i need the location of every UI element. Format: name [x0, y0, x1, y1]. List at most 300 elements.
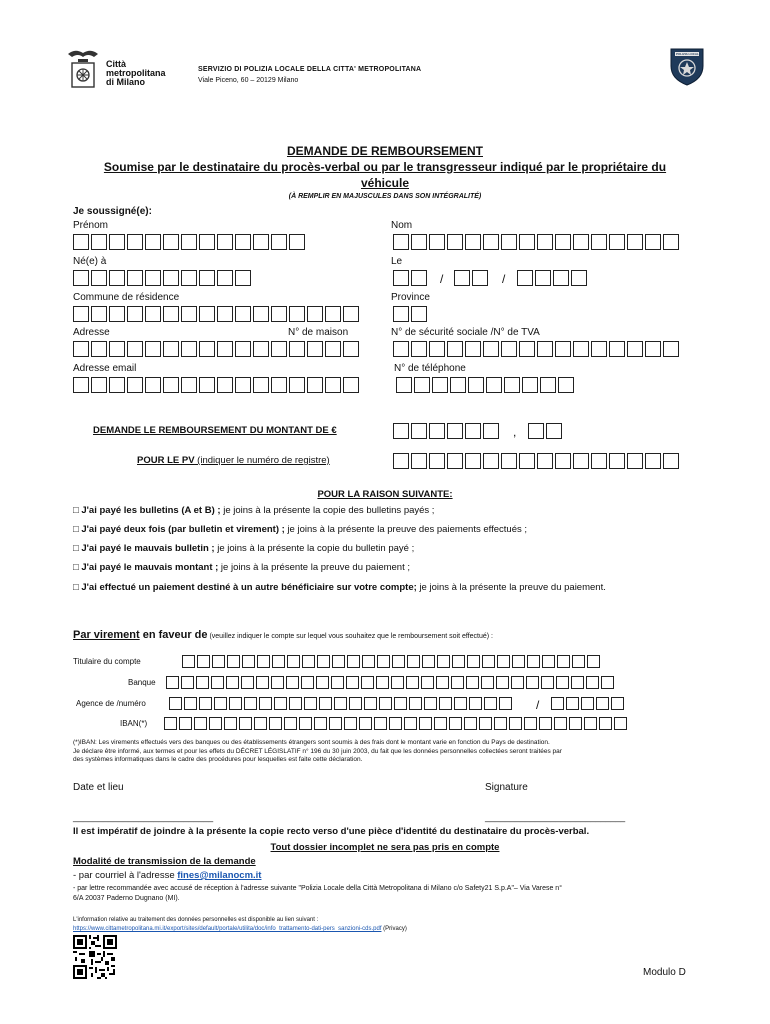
char-box[interactable]: [163, 270, 179, 286]
char-box[interactable]: [91, 234, 107, 250]
char-box[interactable]: [419, 717, 432, 730]
char-box[interactable]: [163, 377, 179, 393]
char-box[interactable]: [163, 234, 179, 250]
char-box[interactable]: [239, 717, 252, 730]
char-box[interactable]: [556, 676, 569, 689]
char-box[interactable]: [451, 676, 464, 689]
char-box[interactable]: [319, 697, 332, 710]
char-box[interactable]: [573, 234, 589, 250]
char-box[interactable]: [331, 676, 344, 689]
char-box[interactable]: [586, 676, 599, 689]
char-box[interactable]: [91, 341, 107, 357]
char-box[interactable]: [614, 717, 627, 730]
char-box[interactable]: [411, 270, 427, 286]
char-box[interactable]: [241, 676, 254, 689]
char-box[interactable]: [212, 655, 225, 668]
checkbox-icon[interactable]: □: [73, 582, 82, 593]
char-box[interactable]: [361, 676, 374, 689]
commune-field[interactable]: [73, 306, 359, 322]
char-box[interactable]: [537, 341, 553, 357]
char-box[interactable]: [109, 270, 125, 286]
char-box[interactable]: [627, 453, 643, 469]
montant-euros-field[interactable]: [393, 423, 499, 439]
char-box[interactable]: [519, 453, 535, 469]
char-box[interactable]: [259, 697, 272, 710]
reason-item[interactable]: [73, 562, 703, 574]
adresse-field[interactable]: [73, 341, 359, 357]
reason-item[interactable]: [73, 581, 703, 595]
char-box[interactable]: [289, 234, 305, 250]
char-box[interactable]: [217, 341, 233, 357]
char-box[interactable]: [584, 717, 597, 730]
char-box[interactable]: [571, 676, 584, 689]
char-box[interactable]: [307, 306, 323, 322]
char-box[interactable]: [546, 423, 562, 439]
char-box[interactable]: [169, 697, 182, 710]
char-box[interactable]: [454, 697, 467, 710]
char-box[interactable]: [163, 341, 179, 357]
char-box[interactable]: [557, 655, 570, 668]
char-box[interactable]: [494, 717, 507, 730]
pv-field[interactable]: [393, 453, 679, 469]
char-box[interactable]: [181, 306, 197, 322]
char-box[interactable]: [596, 697, 609, 710]
char-box[interactable]: [272, 655, 285, 668]
char-box[interactable]: [73, 234, 89, 250]
char-box[interactable]: [145, 270, 161, 286]
char-box[interactable]: [254, 717, 267, 730]
char-box[interactable]: [217, 270, 233, 286]
char-box[interactable]: [481, 676, 494, 689]
char-box[interactable]: [376, 676, 389, 689]
char-box[interactable]: [432, 377, 448, 393]
char-box[interactable]: [555, 453, 571, 469]
char-box[interactable]: [429, 423, 445, 439]
char-box[interactable]: [235, 341, 251, 357]
char-box[interactable]: [504, 377, 520, 393]
char-box[interactable]: [465, 341, 481, 357]
char-box[interactable]: [537, 234, 553, 250]
char-box[interactable]: [364, 697, 377, 710]
char-box[interactable]: [307, 341, 323, 357]
char-box[interactable]: [439, 697, 452, 710]
char-box[interactable]: [558, 377, 574, 393]
char-box[interactable]: [466, 676, 479, 689]
char-box[interactable]: [406, 676, 419, 689]
char-box[interactable]: [181, 341, 197, 357]
char-box[interactable]: [501, 341, 517, 357]
char-box[interactable]: [447, 453, 463, 469]
char-box[interactable]: [217, 377, 233, 393]
char-box[interactable]: [287, 655, 300, 668]
char-box[interactable]: [392, 655, 405, 668]
char-box[interactable]: [332, 655, 345, 668]
char-box[interactable]: [256, 676, 269, 689]
char-box[interactable]: [393, 234, 409, 250]
char-box[interactable]: [447, 234, 463, 250]
char-box[interactable]: [501, 234, 517, 250]
char-box[interactable]: [127, 306, 143, 322]
char-box[interactable]: [299, 717, 312, 730]
char-box[interactable]: [486, 377, 502, 393]
char-box[interactable]: [73, 377, 89, 393]
char-box[interactable]: [414, 377, 430, 393]
char-box[interactable]: [91, 270, 107, 286]
char-box[interactable]: [181, 234, 197, 250]
char-box[interactable]: [325, 306, 341, 322]
char-box[interactable]: [347, 655, 360, 668]
char-box[interactable]: [573, 453, 589, 469]
char-box[interactable]: [599, 717, 612, 730]
char-box[interactable]: [663, 341, 679, 357]
char-box[interactable]: [199, 341, 215, 357]
char-box[interactable]: [127, 377, 143, 393]
char-box[interactable]: [289, 306, 305, 322]
char-box[interactable]: [302, 655, 315, 668]
char-box[interactable]: [501, 453, 517, 469]
char-box[interactable]: [591, 234, 607, 250]
char-box[interactable]: [334, 697, 347, 710]
char-box[interactable]: [253, 234, 269, 250]
char-box[interactable]: [163, 306, 179, 322]
char-box[interactable]: [145, 306, 161, 322]
char-box[interactable]: [627, 341, 643, 357]
char-box[interactable]: [450, 377, 466, 393]
char-box[interactable]: [316, 676, 329, 689]
checkbox-icon[interactable]: □: [73, 505, 82, 516]
char-box[interactable]: [591, 453, 607, 469]
char-box[interactable]: [304, 697, 317, 710]
char-box[interactable]: [542, 655, 555, 668]
char-box[interactable]: [109, 341, 125, 357]
char-box[interactable]: [235, 234, 251, 250]
agence-field[interactable]: [169, 697, 512, 710]
char-box[interactable]: [519, 234, 535, 250]
char-box[interactable]: [343, 377, 359, 393]
province-field[interactable]: [393, 306, 427, 322]
char-box[interactable]: [182, 655, 195, 668]
char-box[interactable]: [274, 697, 287, 710]
char-box[interactable]: [611, 697, 624, 710]
char-box[interactable]: [235, 270, 251, 286]
char-box[interactable]: [343, 341, 359, 357]
char-box[interactable]: [411, 341, 427, 357]
char-box[interactable]: [196, 676, 209, 689]
char-box[interactable]: [181, 270, 197, 286]
char-box[interactable]: [286, 676, 299, 689]
char-box[interactable]: [379, 697, 392, 710]
char-box[interactable]: [271, 377, 287, 393]
char-box[interactable]: [449, 717, 462, 730]
char-box[interactable]: [289, 377, 305, 393]
char-box[interactable]: [484, 697, 497, 710]
char-box[interactable]: [452, 655, 465, 668]
char-box[interactable]: [468, 377, 484, 393]
reason-item[interactable]: [73, 524, 703, 536]
char-box[interactable]: [217, 234, 233, 250]
agence-numero-field[interactable]: [551, 697, 624, 710]
char-box[interactable]: [217, 306, 233, 322]
char-box[interactable]: [344, 717, 357, 730]
char-box[interactable]: [483, 234, 499, 250]
char-box[interactable]: [73, 270, 89, 286]
char-box[interactable]: [464, 717, 477, 730]
char-box[interactable]: [362, 655, 375, 668]
char-box[interactable]: [393, 453, 409, 469]
char-box[interactable]: [394, 697, 407, 710]
char-box[interactable]: [393, 423, 409, 439]
char-box[interactable]: [566, 697, 579, 710]
char-box[interactable]: [569, 717, 582, 730]
char-box[interactable]: [109, 306, 125, 322]
char-box[interactable]: [409, 697, 422, 710]
char-box[interactable]: [346, 676, 359, 689]
char-box[interactable]: [235, 377, 251, 393]
char-box[interactable]: [199, 697, 212, 710]
char-box[interactable]: [528, 423, 544, 439]
char-box[interactable]: [609, 234, 625, 250]
char-box[interactable]: [271, 234, 287, 250]
char-box[interactable]: [181, 676, 194, 689]
char-box[interactable]: [609, 341, 625, 357]
email-link[interactable]: fines@milanocm.it: [177, 870, 262, 881]
char-box[interactable]: [253, 341, 269, 357]
lieu-naissance-field[interactable]: [73, 270, 251, 286]
email-field[interactable]: [73, 377, 359, 393]
char-box[interactable]: [587, 655, 600, 668]
char-box[interactable]: [181, 377, 197, 393]
char-box[interactable]: [271, 341, 287, 357]
char-box[interactable]: [663, 453, 679, 469]
char-box[interactable]: [166, 676, 179, 689]
date-mois-field[interactable]: [454, 270, 488, 286]
char-box[interactable]: [496, 676, 509, 689]
char-box[interactable]: [434, 717, 447, 730]
char-box[interactable]: [499, 697, 512, 710]
char-box[interactable]: [317, 655, 330, 668]
char-box[interactable]: [391, 676, 404, 689]
char-box[interactable]: [307, 377, 323, 393]
char-box[interactable]: [253, 377, 269, 393]
nom-field[interactable]: [393, 234, 679, 250]
char-box[interactable]: [73, 341, 89, 357]
char-box[interactable]: [127, 270, 143, 286]
montant-cents-field[interactable]: [528, 423, 562, 439]
char-box[interactable]: [645, 453, 661, 469]
char-box[interactable]: [127, 341, 143, 357]
char-box[interactable]: [197, 655, 210, 668]
char-box[interactable]: [429, 453, 445, 469]
date-jour-field[interactable]: [393, 270, 427, 286]
date-lieu-line[interactable]: ____________________________: [73, 812, 214, 822]
char-box[interactable]: [454, 270, 470, 286]
char-box[interactable]: [465, 453, 481, 469]
char-box[interactable]: [411, 423, 427, 439]
char-box[interactable]: [497, 655, 510, 668]
char-box[interactable]: [211, 676, 224, 689]
char-box[interactable]: [447, 341, 463, 357]
char-box[interactable]: [437, 655, 450, 668]
char-box[interactable]: [541, 676, 554, 689]
char-box[interactable]: [284, 717, 297, 730]
char-box[interactable]: [519, 341, 535, 357]
char-box[interactable]: [509, 717, 522, 730]
char-box[interactable]: [343, 306, 359, 322]
char-box[interactable]: [199, 306, 215, 322]
char-box[interactable]: [214, 697, 227, 710]
char-box[interactable]: [109, 234, 125, 250]
banque-field[interactable]: [166, 676, 614, 689]
char-box[interactable]: [483, 423, 499, 439]
char-box[interactable]: [145, 341, 161, 357]
char-box[interactable]: [411, 306, 427, 322]
char-box[interactable]: [465, 234, 481, 250]
char-box[interactable]: [209, 717, 222, 730]
char-box[interactable]: [540, 377, 556, 393]
char-box[interactable]: [539, 717, 552, 730]
char-box[interactable]: [73, 306, 89, 322]
char-box[interactable]: [194, 717, 207, 730]
char-box[interactable]: [329, 717, 342, 730]
char-box[interactable]: [289, 697, 302, 710]
char-box[interactable]: [483, 453, 499, 469]
char-box[interactable]: [224, 717, 237, 730]
char-box[interactable]: [436, 676, 449, 689]
char-box[interactable]: [512, 655, 525, 668]
char-box[interactable]: [257, 655, 270, 668]
char-box[interactable]: [271, 676, 284, 689]
char-box[interactable]: [524, 717, 537, 730]
char-box[interactable]: [424, 697, 437, 710]
char-box[interactable]: [517, 270, 533, 286]
char-box[interactable]: [551, 697, 564, 710]
char-box[interactable]: [469, 697, 482, 710]
checkbox-icon[interactable]: □: [73, 562, 82, 573]
char-box[interactable]: [242, 655, 255, 668]
char-box[interactable]: [179, 717, 192, 730]
reason-item[interactable]: [73, 543, 703, 555]
char-box[interactable]: [467, 655, 480, 668]
char-box[interactable]: [472, 270, 488, 286]
char-box[interactable]: [301, 676, 314, 689]
char-box[interactable]: [226, 676, 239, 689]
iban-field[interactable]: [164, 717, 627, 730]
telephone-field[interactable]: [396, 377, 574, 393]
char-box[interactable]: [447, 423, 463, 439]
char-box[interactable]: [465, 423, 481, 439]
prenom-field[interactable]: [73, 234, 305, 250]
char-box[interactable]: [645, 234, 661, 250]
privacy-info-text: L'information relative au traitement des données personnelles est disponible au lien suivant :: [73, 917, 319, 923]
char-box[interactable]: [91, 377, 107, 393]
char-box[interactable]: [663, 234, 679, 250]
char-box[interactable]: [591, 341, 607, 357]
privacy-link[interactable]: https://www.cittametropolitana.mi.it/export/sites/default/portale/utilita/doc/info_trattamento-dati-pers_sanzioni-cds.pdf: [73, 926, 382, 932]
checkbox-icon[interactable]: □: [73, 524, 82, 535]
char-box[interactable]: [374, 717, 387, 730]
char-box[interactable]: [411, 234, 427, 250]
char-box[interactable]: [199, 234, 215, 250]
char-box[interactable]: [396, 377, 412, 393]
char-box[interactable]: [253, 306, 269, 322]
char-box[interactable]: [227, 655, 240, 668]
char-box[interactable]: [555, 341, 571, 357]
char-box[interactable]: [235, 306, 251, 322]
char-box[interactable]: [393, 270, 409, 286]
char-box[interactable]: [571, 270, 587, 286]
province-label: Province: [391, 292, 430, 303]
char-box[interactable]: [289, 341, 305, 357]
char-box[interactable]: [389, 717, 402, 730]
char-box[interactable]: [91, 306, 107, 322]
char-box[interactable]: [537, 453, 553, 469]
char-box[interactable]: [184, 697, 197, 710]
char-box[interactable]: [421, 676, 434, 689]
char-box[interactable]: [522, 377, 538, 393]
char-box[interactable]: [482, 655, 495, 668]
char-box[interactable]: [244, 697, 257, 710]
char-box[interactable]: [164, 717, 177, 730]
char-box[interactable]: [645, 341, 661, 357]
char-box[interactable]: [479, 717, 492, 730]
char-box[interactable]: [535, 270, 551, 286]
char-box[interactable]: [581, 697, 594, 710]
char-box[interactable]: [145, 377, 161, 393]
char-box[interactable]: [199, 377, 215, 393]
char-box[interactable]: [555, 234, 571, 250]
char-box[interactable]: [271, 306, 287, 322]
checkbox-icon[interactable]: □: [73, 543, 82, 554]
char-box[interactable]: [377, 655, 390, 668]
char-box[interactable]: [127, 234, 143, 250]
date-annee-field[interactable]: [517, 270, 587, 286]
char-box[interactable]: [199, 270, 215, 286]
char-box[interactable]: [553, 270, 569, 286]
char-box[interactable]: [393, 341, 409, 357]
char-box[interactable]: [314, 717, 327, 730]
char-box[interactable]: [429, 341, 445, 357]
char-box[interactable]: [393, 306, 409, 322]
char-box[interactable]: [627, 234, 643, 250]
reason-item[interactable]: [73, 505, 703, 517]
char-box[interactable]: [609, 453, 625, 469]
char-box[interactable]: [572, 655, 585, 668]
char-box[interactable]: [429, 234, 445, 250]
char-box[interactable]: [411, 453, 427, 469]
char-box[interactable]: [404, 717, 417, 730]
char-box[interactable]: [526, 676, 539, 689]
secu-field[interactable]: [393, 341, 679, 357]
char-box[interactable]: [573, 341, 589, 357]
char-box[interactable]: [109, 377, 125, 393]
char-box[interactable]: [359, 717, 372, 730]
char-box[interactable]: [511, 676, 524, 689]
char-box[interactable]: [269, 717, 282, 730]
char-box[interactable]: [325, 341, 341, 357]
char-box[interactable]: [407, 655, 420, 668]
char-box[interactable]: [422, 655, 435, 668]
char-box[interactable]: [325, 377, 341, 393]
char-box[interactable]: [145, 234, 161, 250]
char-box[interactable]: [229, 697, 242, 710]
char-box[interactable]: [349, 697, 362, 710]
char-box[interactable]: [527, 655, 540, 668]
char-box[interactable]: [554, 717, 567, 730]
char-box[interactable]: [601, 676, 614, 689]
signature-line[interactable]: ____________________________: [485, 812, 626, 822]
titulaire-field[interactable]: [182, 655, 600, 668]
char-box[interactable]: [483, 341, 499, 357]
